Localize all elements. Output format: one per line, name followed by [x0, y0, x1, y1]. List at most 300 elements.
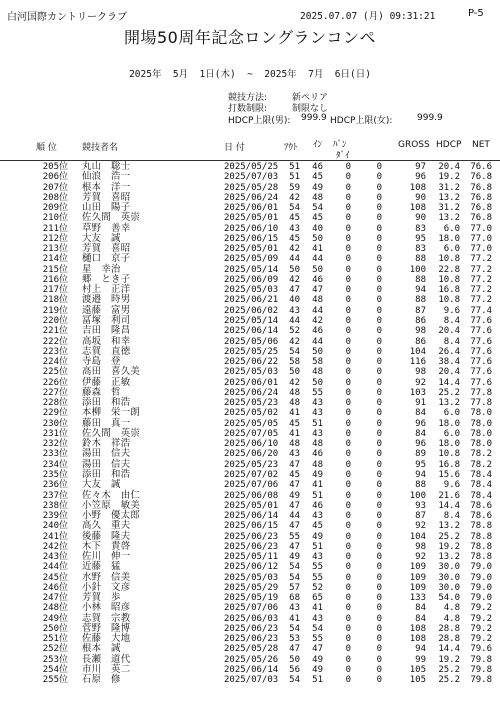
cell-in: 45 [312, 213, 323, 224]
cell-b: 0 [376, 562, 382, 573]
cell-gross: 94 [415, 285, 426, 296]
cell-in: 43 [312, 428, 323, 439]
cell-in: 45 [312, 521, 323, 532]
hdcp-female-label: HDCP上限(女): [330, 116, 393, 126]
cell-hdcp: 21.6 [438, 490, 460, 501]
cell-b: 0 [376, 387, 382, 398]
cell-rank: 222位 [42, 336, 68, 347]
cell-b: 0 [376, 675, 382, 686]
cell-rank: 239位 [42, 511, 68, 522]
cell-name: 根本 洋一 [82, 181, 131, 193]
cell-b: 0 [376, 644, 382, 655]
cell-net: 78.4 [470, 480, 492, 491]
cell-a: 0 [345, 562, 351, 573]
cell-date: 2025/05/14 [224, 315, 279, 326]
cell-out: 41 [289, 408, 300, 419]
table-row [0, 275, 500, 285]
cell-hdcp: 13.2 [438, 398, 460, 409]
cell-in: 44 [312, 305, 323, 316]
cell-a: 0 [345, 511, 351, 522]
cell-a: 0 [345, 408, 351, 419]
cell-net: 78.0 [470, 408, 492, 419]
col-rank: 順 位 [36, 143, 57, 153]
cell-b: 0 [376, 223, 382, 234]
cell-gross: 92 [415, 552, 426, 563]
col-date: 日 付 [224, 143, 245, 153]
cell-net: 77.4 [470, 305, 492, 316]
cell-out: 47 [289, 541, 300, 552]
table-row [0, 254, 500, 264]
cell-b: 0 [376, 613, 382, 624]
cell-hdcp: 38.4 [438, 357, 460, 368]
cell-a: 0 [345, 233, 351, 244]
cell-in: 46 [312, 162, 323, 172]
table-row [0, 655, 500, 665]
cell-hdcp: 26.4 [438, 346, 460, 357]
cell-b: 0 [376, 357, 382, 368]
cell-gross: 88 [415, 274, 426, 285]
cell-rank: 215位 [42, 264, 68, 275]
cell-a: 0 [345, 480, 351, 491]
cell-b: 0 [376, 182, 382, 193]
cell-rank: 253位 [42, 654, 68, 665]
cell-rank: 229位 [42, 408, 68, 419]
table-row [0, 285, 500, 295]
cell-gross: 94 [415, 644, 426, 655]
cell-out: 47 [289, 500, 300, 511]
cell-a: 0 [345, 623, 351, 634]
cell-rank: 233位 [42, 449, 68, 460]
cell-a: 0 [345, 490, 351, 501]
cell-net: 77.6 [470, 377, 492, 388]
cell-net: 78.2 [470, 459, 492, 470]
table-row [0, 491, 500, 501]
cell-date: 2025/05/28 [224, 182, 279, 193]
cell-gross: 105 [409, 665, 426, 676]
cell-a: 0 [345, 244, 351, 255]
cell-out: 68 [289, 593, 300, 604]
table-row [0, 429, 500, 439]
cell-gross: 88 [415, 295, 426, 306]
hdcp-male-label: HDCP上限(男): [228, 116, 291, 126]
cell-a: 0 [345, 665, 351, 676]
cell-in: 43 [312, 552, 323, 563]
cell-gross: 105 [409, 675, 426, 686]
cell-rank: 237位 [42, 490, 68, 501]
cell-gross: 97 [415, 162, 426, 172]
cell-date: 2025/05/23 [224, 398, 279, 409]
cell-name: 小林 昭彦 [82, 602, 131, 614]
cell-in: 50 [312, 377, 323, 388]
cell-out: 44 [289, 315, 300, 326]
cell-in: 41 [312, 244, 323, 255]
cell-a: 0 [345, 654, 351, 665]
cell-out: 59 [289, 182, 300, 193]
table-row [0, 614, 500, 624]
cell-gross: 95 [415, 233, 426, 244]
cell-a: 0 [345, 295, 351, 306]
table-row [0, 306, 500, 316]
cell-net: 78.0 [470, 428, 492, 439]
cell-b: 0 [376, 593, 382, 604]
cell-a: 0 [345, 582, 351, 593]
cell-gross: 116 [409, 357, 426, 368]
cell-hdcp: 20.4 [438, 162, 460, 172]
cell-net: 79.2 [470, 623, 492, 634]
cell-date: 2025/06/15 [224, 521, 279, 532]
cell-net: 78.8 [470, 521, 492, 532]
cell-gross: 89 [415, 449, 426, 460]
cell-net: 77.6 [470, 336, 492, 347]
table-row [0, 573, 500, 583]
cell-name: 湯田 信夫 [82, 458, 131, 470]
cell-net: 76.8 [470, 182, 492, 193]
cell-rank: 238位 [42, 500, 68, 511]
cell-date: 2025/06/24 [224, 192, 279, 203]
cell-name: 小笠原 敏美 [82, 499, 141, 511]
col-in: ｲﾝ [313, 140, 323, 150]
cell-in: 48 [312, 439, 323, 450]
cell-name: 渡邉 時男 [82, 294, 131, 306]
cell-gross: 88 [415, 480, 426, 491]
cell-net: 77.2 [470, 285, 492, 296]
cell-hdcp: 22.8 [438, 264, 460, 275]
cell-date: 2025/05/03 [224, 572, 279, 583]
cell-in: 49 [312, 531, 323, 542]
cell-gross: 133 [409, 593, 426, 604]
cell-net: 78.0 [470, 439, 492, 450]
cell-date: 2025/06/01 [224, 203, 279, 214]
table-row [0, 470, 500, 480]
cell-hdcp: 30.0 [438, 582, 460, 593]
cell-name: 志賀 宗教 [82, 612, 131, 624]
cell-rank: 213位 [42, 244, 68, 255]
cell-gross: 91 [415, 398, 426, 409]
cell-name: 山田 陽子 [82, 202, 131, 214]
cell-a: 0 [345, 675, 351, 686]
cell-net: 79.2 [470, 603, 492, 614]
cell-out: 54 [289, 562, 300, 573]
cell-in: 49 [312, 654, 323, 665]
cell-gross: 83 [415, 244, 426, 255]
cell-net: 79.0 [470, 562, 492, 573]
cell-date: 2025/05/26 [224, 654, 279, 665]
cell-in: 45 [312, 172, 323, 183]
cell-a: 0 [345, 572, 351, 583]
cell-rank: 230位 [42, 418, 68, 429]
cell-name: 芳賀 喜昭 [82, 243, 131, 255]
cell-date: 2025/06/14 [224, 326, 279, 337]
cell-date: 2025/05/01 [224, 244, 279, 255]
cell-b: 0 [376, 213, 382, 224]
cell-in: 41 [312, 603, 323, 614]
cell-rank: 242位 [42, 541, 68, 552]
cell-a: 0 [345, 357, 351, 368]
cell-hdcp: 14.4 [438, 500, 460, 511]
cell-out: 42 [289, 274, 300, 285]
cell-name: 寺島 登 [82, 356, 121, 368]
cell-out: 54 [289, 346, 300, 357]
cell-b: 0 [376, 459, 382, 470]
cell-hdcp: 9.6 [443, 480, 460, 491]
cell-in: 40 [312, 223, 323, 234]
cell-in: 43 [312, 613, 323, 624]
cell-in: 52 [312, 582, 323, 593]
cell-rank: 214位 [42, 254, 68, 265]
cell-in: 50 [312, 264, 323, 275]
cell-date: 2025/05/09 [224, 254, 279, 265]
cell-b: 0 [376, 285, 382, 296]
cell-hdcp: 10.8 [438, 274, 460, 285]
cell-a: 0 [345, 459, 351, 470]
method-value: 新ペリア [292, 93, 329, 103]
cell-net: 77.0 [470, 223, 492, 234]
cell-rank: 252位 [42, 644, 68, 655]
cell-hdcp: 4.8 [443, 613, 460, 624]
cell-hdcp: 20.4 [438, 367, 460, 378]
cell-name: 添田 和浩 [82, 468, 131, 480]
cell-net: 78.8 [470, 531, 492, 542]
table-row [0, 480, 500, 490]
cell-in: 48 [312, 459, 323, 470]
cell-name: 伊藤 正敏 [82, 376, 131, 388]
col-hdcp: HDCP [436, 140, 462, 150]
cell-date: 2025/05/01 [224, 500, 279, 511]
table-row [0, 183, 500, 193]
table-row [0, 295, 500, 305]
cell-in: 42 [312, 315, 323, 326]
table-row [0, 552, 500, 562]
table-row [0, 378, 500, 388]
cell-b: 0 [376, 326, 382, 337]
cell-a: 0 [345, 213, 351, 224]
cell-rank: 247位 [42, 593, 68, 604]
cell-in: 48 [312, 367, 323, 378]
cell-a: 0 [345, 182, 351, 193]
cell-gross: 98 [415, 326, 426, 337]
cell-in: 65 [312, 593, 323, 604]
cell-net: 79.8 [470, 665, 492, 676]
cell-out: 56 [289, 665, 300, 676]
cell-b: 0 [376, 449, 382, 460]
cell-out: 44 [289, 511, 300, 522]
cell-rank: 207位 [42, 182, 68, 193]
cell-hdcp: 25.2 [438, 675, 460, 686]
cell-gross: 100 [409, 490, 426, 501]
cell-a: 0 [345, 449, 351, 460]
cell-out: 43 [289, 449, 300, 460]
cell-in: 54 [312, 623, 323, 634]
cell-rank: 232位 [42, 439, 68, 450]
cell-rank: 241位 [42, 531, 68, 542]
cell-date: 2025/05/03 [224, 285, 279, 296]
cell-gross: 96 [415, 439, 426, 450]
cell-gross: 108 [409, 634, 426, 645]
cell-date: 2025/06/02 [224, 305, 279, 316]
col-b: ﾀﾞｲ [336, 151, 350, 161]
cell-gross: 108 [409, 203, 426, 214]
cell-b: 0 [376, 552, 382, 563]
cell-b: 0 [376, 480, 382, 491]
cell-b: 0 [376, 654, 382, 665]
cell-hdcp: 25.2 [438, 665, 460, 676]
column-header-row [0, 136, 500, 161]
table-row [0, 367, 500, 377]
cell-rank: 211位 [42, 223, 68, 234]
cell-date: 2025/06/23 [224, 623, 279, 634]
cell-date: 2025/05/02 [224, 408, 279, 419]
cell-net: 76.8 [470, 203, 492, 214]
cell-a: 0 [345, 346, 351, 357]
cell-out: 57 [289, 582, 300, 593]
col-net: NET [472, 140, 490, 150]
cell-date: 2025/07/02 [224, 469, 279, 480]
cell-gross: 109 [409, 582, 426, 593]
table-row [0, 419, 500, 429]
cell-out: 47 [289, 644, 300, 655]
print-timestamp: 2025.07.07 (月) 09:31:21 [300, 11, 436, 22]
cell-b: 0 [376, 254, 382, 265]
cell-date: 2025/06/01 [224, 377, 279, 388]
cell-hdcp: 8.4 [443, 336, 460, 347]
cell-date: 2025/06/20 [224, 449, 279, 460]
cell-rank: 219位 [42, 305, 68, 316]
cell-date: 2025/06/10 [224, 439, 279, 450]
cell-out: 50 [289, 654, 300, 665]
cell-hdcp: 20.4 [438, 326, 460, 337]
cell-out: 55 [289, 531, 300, 542]
cell-name: 冨塚 利司 [82, 314, 131, 326]
cell-out: 50 [289, 367, 300, 378]
cell-b: 0 [376, 244, 382, 255]
cell-in: 48 [312, 192, 323, 203]
cell-name: 高田 喜久美 [82, 366, 141, 378]
cell-in: 49 [312, 665, 323, 676]
cell-a: 0 [345, 634, 351, 645]
cell-out: 41 [289, 613, 300, 624]
cell-net: 76.8 [470, 192, 492, 203]
cell-a: 0 [345, 541, 351, 552]
cell-b: 0 [376, 295, 382, 306]
cell-name: 大友 誠 [82, 232, 121, 244]
cell-a: 0 [345, 305, 351, 316]
cell-gross: 96 [415, 172, 426, 183]
cell-date: 2025/06/23 [224, 541, 279, 552]
cell-hdcp: 13.2 [438, 521, 460, 532]
table-row [0, 511, 500, 521]
cell-out: 50 [289, 264, 300, 275]
cell-date: 2025/06/09 [224, 274, 279, 285]
cell-rank: 243位 [42, 552, 68, 563]
cell-name: 星 幸治 [82, 263, 121, 275]
cell-b: 0 [376, 500, 382, 511]
cell-b: 0 [376, 603, 382, 614]
cell-hdcp: 25.2 [438, 387, 460, 398]
cell-net: 77.6 [470, 357, 492, 368]
cell-name: 根本 誠 [82, 643, 121, 655]
cell-gross: 88 [415, 254, 426, 265]
cell-in: 43 [312, 408, 323, 419]
cell-in: 51 [312, 418, 323, 429]
cell-hdcp: 18.0 [438, 233, 460, 244]
cell-net: 79.0 [470, 593, 492, 604]
cell-out: 45 [289, 469, 300, 480]
cell-rank: 212位 [42, 233, 68, 244]
cell-b: 0 [376, 192, 382, 203]
cell-gross: 95 [415, 459, 426, 470]
cell-rank: 216位 [42, 274, 68, 285]
cell-b: 0 [376, 203, 382, 214]
table-row [0, 213, 500, 223]
cell-rank: 227位 [42, 387, 68, 398]
cell-b: 0 [376, 233, 382, 244]
cell-date: 2025/05/14 [224, 264, 279, 275]
cell-gross: 98 [415, 367, 426, 378]
cell-net: 79.8 [470, 675, 492, 686]
cell-hdcp: 18.0 [438, 439, 460, 450]
cell-name: 佐久間 英崇 [82, 212, 141, 224]
cell-name: 木下 貴啓 [82, 540, 131, 552]
table-row [0, 398, 500, 408]
cell-a: 0 [345, 387, 351, 398]
cell-a: 0 [345, 203, 351, 214]
cell-b: 0 [376, 511, 382, 522]
cell-out: 47 [289, 459, 300, 470]
cell-gross: 109 [409, 562, 426, 573]
cell-out: 41 [289, 428, 300, 439]
cell-hdcp: 10.8 [438, 295, 460, 306]
cell-rank: 228位 [42, 398, 68, 409]
cell-hdcp: 28.8 [438, 623, 460, 634]
cell-date: 2025/06/03 [224, 613, 279, 624]
cell-net: 77.2 [470, 254, 492, 265]
page-number: P-5 [468, 8, 484, 19]
cell-gross: 87 [415, 511, 426, 522]
cell-net: 77.6 [470, 367, 492, 378]
cell-out: 49 [289, 490, 300, 501]
cell-out: 42 [289, 244, 300, 255]
cell-b: 0 [376, 531, 382, 542]
cell-date: 2025/06/23 [224, 531, 279, 542]
cell-a: 0 [345, 552, 351, 563]
table-row [0, 337, 500, 347]
cell-out: 48 [289, 398, 300, 409]
cell-hdcp: 13.2 [438, 213, 460, 224]
cell-in: 46 [312, 449, 323, 460]
cell-gross: 84 [415, 603, 426, 614]
cell-hdcp: 25.2 [438, 531, 460, 542]
cell-gross: 92 [415, 521, 426, 532]
cell-a: 0 [345, 264, 351, 275]
cell-rank: 246位 [42, 582, 68, 593]
col-a: ﾊﾞﾝ [333, 140, 347, 150]
cell-out: 44 [289, 254, 300, 265]
cell-hdcp: 54.0 [438, 593, 460, 604]
cell-hdcp: 10.8 [438, 254, 460, 265]
cell-a: 0 [345, 223, 351, 234]
cell-out: 43 [289, 223, 300, 234]
cell-hdcp: 19.2 [438, 654, 460, 665]
table-row [0, 316, 500, 326]
cell-gross: 108 [409, 623, 426, 634]
cell-gross: 93 [415, 500, 426, 511]
cell-net: 77.0 [470, 233, 492, 244]
cell-hdcp: 15.6 [438, 469, 460, 480]
cell-date: 2025/05/11 [224, 552, 279, 563]
cell-name: 樋口 京子 [82, 253, 131, 265]
cell-b: 0 [376, 264, 382, 275]
cell-out: 52 [289, 326, 300, 337]
